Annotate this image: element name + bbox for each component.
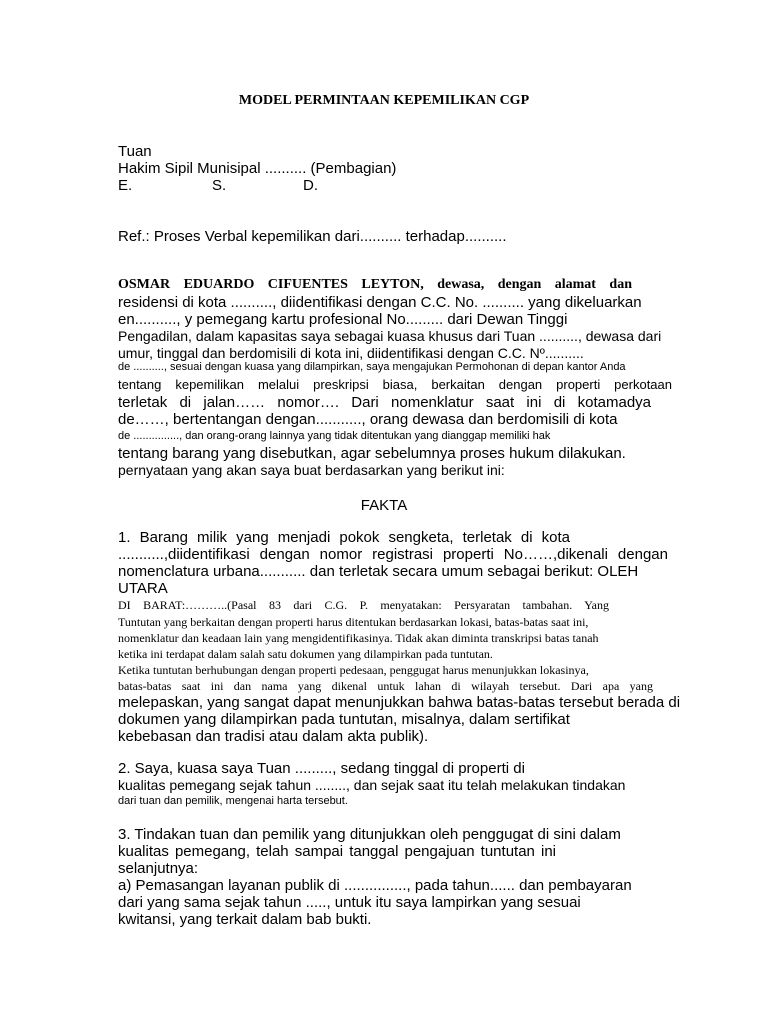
address-s: S.: [212, 177, 227, 194]
section-title-fakta: FAKTA: [360, 497, 408, 514]
reference-line: Ref.: Proses Verbal kepemilikan dari.......... terhadap..........: [118, 228, 507, 245]
fact-3-line-1: 3. Tindakan tuan dan pemilik yang ditunjukkan oleh penggugat di sini dalam: [118, 826, 621, 843]
fact-1-line-11: melepaskan, yang sangat dapat menunjukkan bahwa batas-batas tersebut berada di: [118, 694, 681, 711]
fact-2-line-3: dari tuan dan pemilik, mengenai harta tersebut.: [118, 795, 348, 807]
address-e: E.: [118, 177, 133, 194]
fact-1-line-8: ketika ini terdapat dalam salah satu dokumen yang dilampirkan pada tuntutan.: [118, 647, 493, 661]
fact-3-line-3: selanjutnya:: [118, 860, 199, 877]
fact-3-line-5: dari yang sama sejak tahun ....., untuk itu saya lampirkan yang sesuai: [118, 894, 581, 911]
intro-line-8: terletak di jalan…… nomor…. Dari nomenklatur saat ini di kotamadya: [118, 394, 651, 411]
fact-1-line-7: nomenklatur dan keadaan lain yang mengidentifikasinya. Tidak akan diminta transkripsi batas tanah: [118, 631, 599, 645]
intro-line-11: tentang barang yang disebutkan, agar sebelumnya proses hukum dilakukan.: [118, 445, 626, 462]
fact-1-line-10: batas-batas saat ini dan nama yang dikenal untuk lahan di wilayah tersebut. Dari apa yang: [118, 679, 653, 693]
fact-1-line-2: ...........,diidentifikasi dengan nomor registrasi properti No……,dikenali dengan: [118, 546, 668, 563]
intro-line-3: en.........., y pemegang kartu profesional No......... dari Dewan Tinggi: [118, 311, 568, 328]
address-line-1: Tuan: [118, 143, 152, 160]
intro-line-10: de ..............., dan orang-orang lainnya yang tidak ditentukan yang dianggap memiliki hak: [118, 430, 551, 442]
document-title: MODEL PERMINTAAN KEPEMILIKAN CGP: [238, 93, 530, 108]
intro-line-5: umur, tinggal dan berdomisili di kota ini, diidentifikasi dengan C.C. Nº..........: [118, 345, 584, 361]
intro-line-2: residensi di kota .........., diidentifikasi dengan C.C. No. .......... yang dikeluarkan: [118, 294, 642, 311]
intro-line-4: Pengadilan, dalam kapasitas saya sebagai kuasa khusus dari Tuan .........., dewasa dari: [118, 328, 662, 344]
fact-1-line-5: DI BARAT:………..(Pasal 83 dari C.G. P. menyatakan: Persyaratan tambahan. Yang: [118, 598, 609, 612]
fact-2-line-1: 2. Saya, kuasa saya Tuan ........., sedang tinggal di properti di: [118, 760, 525, 777]
fact-2-line-2: kualitas pemegang sejak tahun ........, dan sejak saat itu telah melakukan tindakan: [118, 777, 626, 793]
fact-1-line-9: Ketika tuntutan berhubungan dengan properti pedesaan, penggugat harus menunjukkan lokasinya,: [118, 663, 589, 677]
fact-3-line-4: a) Pemasangan layanan publik di ..............., pada tahun...... dan pembayaran: [118, 877, 632, 894]
fact-1-line-3: nomenclatura urbana........... dan terletak secara umum sebagai berikut: OLEH: [118, 563, 639, 580]
intro-line-12: pernyataan yang akan saya buat berdasarkan yang berikut ini:: [118, 462, 505, 478]
address-line-2: Hakim Sipil Munisipal .......... (Pembagian): [118, 160, 397, 177]
intro-line-6: de .........., sesuai dengan kuasa yang dilampirkan, saya mengajukan Permohonan di depan kantor Anda: [118, 361, 626, 373]
fact-3-line-6: kwitansi, yang terkait dalam bab bukti.: [118, 911, 372, 928]
fact-1-line-6: Tuntutan yang berkaitan dengan properti harus ditentukan berdasarkan lokasi, batas-batas saat ini,: [118, 615, 589, 629]
intro-name-line: OSMAR EDUARDO CIFUENTES LEYTON, dewasa, dengan alamat dan: [118, 277, 632, 292]
fact-1-line-1: 1. Barang milik yang menjadi pokok sengketa, terletak di kota: [118, 529, 570, 546]
intro-line-9: de……, bertentangan dengan..........., orang dewasa dan berdomisili di kota: [118, 411, 618, 428]
fact-1-line-12: dokumen yang dilampirkan pada tuntutan, misalnya, dalam sertifikat: [118, 711, 570, 728]
intro-line-7: tentang kepemilikan melalui preskripsi biasa, berkaitan dengan properti perkotaan: [118, 377, 672, 392]
fact-1-line-4: UTARA: [118, 580, 168, 597]
address-d: D.: [303, 177, 318, 194]
fact-1-line-13: kebebasan dan tradisi atau dalam akta publik).: [118, 728, 429, 745]
fact-3-line-2: kualitas pemegang, telah sampai tanggal pengajuan tuntutan ini: [118, 843, 556, 860]
